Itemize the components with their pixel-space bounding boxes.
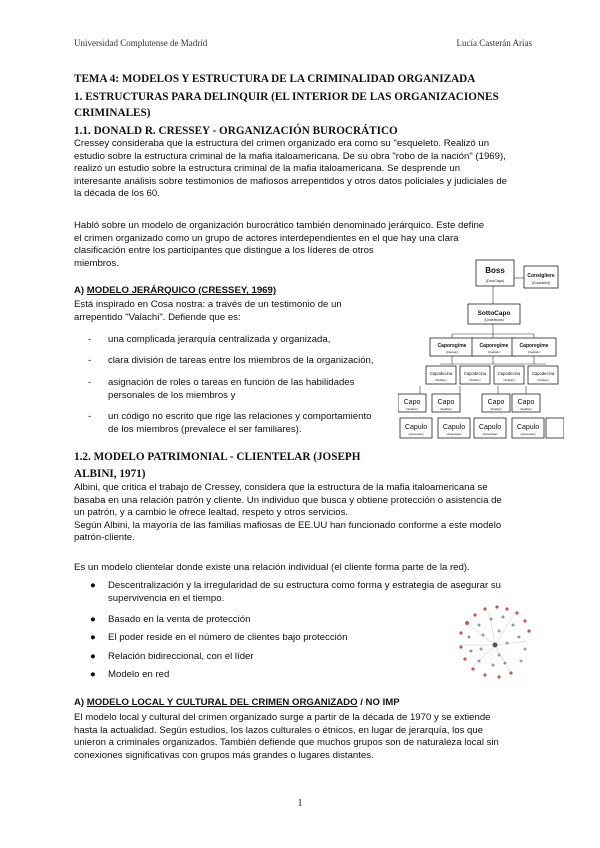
text-line: clasificación entre los participantes que distingue a los líderes de otros	[74, 245, 374, 256]
capodecina-label: Capodecina	[497, 371, 521, 376]
dash-marker: -	[88, 355, 92, 366]
text-line: arrepentido "Valachi". Defiende que es:	[74, 311, 241, 323]
text-line: estudio sobre la estructura criminal de la mafia italoamericana. De su obra "robo de la nación" (1969),	[74, 150, 506, 162]
subsection-1-2-title: 1.2. MODELO PATRIMONIAL - CLIENTELAR (JOSEPH	[74, 451, 361, 463]
clientelar-item: Descentralización y la irregularidad de su estructura como forma y estrategia de asegurar su supervivencia en el tiempo.	[108, 580, 502, 604]
clientelar-item: Modelo en red	[108, 669, 170, 680]
text-line: Está inspirado en Cosa nostra: a través de un testimonio de un	[74, 299, 342, 310]
capodecina-sub-label: (Soldier)	[503, 378, 515, 382]
capodecina-label: Capodecina	[463, 371, 487, 376]
caporegime-sub-label: (Captain)	[445, 350, 459, 354]
sottocapo-label: SottoCapo	[477, 310, 511, 317]
page-number: 1	[297, 798, 303, 809]
header-university: Universidad Complutense de Madrid	[74, 38, 208, 48]
text-line: hasta la actualidad. Según estudios, los lazos culturales o étnicos, en lugar de jerarquía, los que	[74, 724, 484, 736]
boss-sub-label: (Don/Capo)	[485, 279, 505, 283]
jerarquico-item: clara división de tareas entre los miembros de la organización,	[108, 355, 374, 366]
capo-sub-label: (Soldier)	[490, 407, 502, 411]
consigliere-label: Consigliere	[527, 273, 555, 279]
capulo-label: Capulo	[404, 424, 428, 431]
consigliere-sub-label: (Counselor)	[531, 281, 551, 285]
tema-title: TEMA 4: MODELOS Y ESTRUCTURA DE LA CRIMINALIDAD ORGANIZADA	[74, 73, 476, 85]
clientelar-item: El poder reside en el número de clientes bajo protección	[108, 632, 348, 643]
capo-label: Capo	[487, 399, 505, 406]
text-line: patrón-cliente.	[74, 532, 135, 543]
text-line: Habló sobre un modelo de organización burocrático también denominado jerárquico. Este define	[74, 220, 485, 231]
bullet-marker: ●	[90, 580, 96, 591]
dash-marker: -	[88, 377, 92, 388]
caporegime-sub-label: (Captain)	[487, 350, 501, 354]
text-line: interesante análisis sobre testimonios de mafiosos arrepentidos y otros datos policiales y judiciales de	[74, 175, 508, 187]
capo-label: Capo	[517, 399, 535, 406]
caporegime-label: Caporegime	[479, 343, 509, 349]
boss-label: Boss	[485, 266, 505, 275]
subsection-1-1-title: 1.1. DONALD R. CRESSEY - ORGANIZACIÓN BUROCRÁTICO	[74, 125, 398, 137]
bullet-marker: ●	[90, 614, 96, 625]
text-line: unieron a criminales organizados. También defiende que muchos grupos son de naturaleza local sin	[74, 737, 499, 748]
text-line: El modelo local y cultural del crimen organizado surge a partir de la década de 1970 y se extiende	[74, 712, 491, 723]
capo-sub-label: (Soldier)	[440, 407, 452, 411]
clientelar-item: Relación bidireccional, con el líder	[108, 651, 254, 662]
jerarquico-item: un código no escrito que rige las relaciones y comportamiento de los miembros (prevalece el ser familiares).	[108, 411, 372, 435]
capo-sub-label: (Soldier)	[520, 407, 532, 411]
clientelar-intro: Es un modelo clientelar donde existe una relación individual (el cliente forma parte de la red).	[74, 562, 470, 573]
modelo-local-paragraph	[74, 712, 532, 762]
caporegime-sub-label: (Captain)	[527, 350, 541, 354]
capo-label: Capo	[403, 399, 421, 406]
text-line: Albini, que critica el trabajo de Cressey, considera que la estructura de la mafia italoamericana se	[74, 482, 488, 493]
capodecina-label: Capodecina	[429, 371, 453, 376]
subsection-1-2-title-cont: ALBINI, 1971)	[74, 468, 146, 480]
org-chart-diagram	[398, 258, 564, 444]
dash-marker: -	[88, 411, 92, 422]
capulo-label: Capulo	[478, 424, 502, 431]
capodecina-sub-label: (Soldier)	[537, 378, 549, 382]
modelo-local-suffix: / NO IMP	[357, 697, 400, 708]
jerarquico-item: asignación de roles o tareas en función de las habilidades personales de los miembros y	[108, 377, 355, 401]
text-line: la década de los 60.	[74, 188, 160, 199]
capodecina-label: Capodecina	[531, 371, 555, 376]
modelo-local-heading: A) MODELO LOCAL Y CULTURAL DEL CRIMEN ORGANIZADO / NO IMP	[74, 697, 400, 708]
bullet-marker: ●	[90, 632, 96, 643]
capodecina-sub-label: (Soldier)	[435, 378, 447, 382]
capulo-sub-label: (Associate)	[520, 432, 536, 436]
caporegime-label: Caporegime	[519, 343, 549, 349]
capulo-sub-label: (Associate)	[408, 432, 424, 436]
capulo-sub-label: (Associate)	[482, 432, 498, 436]
text-line: el crimen organizado como un grupo de actores interdependientes en el que hay una clara	[74, 232, 459, 244]
modelo-jerarquico-heading: A) MODELO JERÁRQUICO (CRESSEY, 1969)	[74, 285, 277, 296]
dash-marker: -	[88, 334, 92, 345]
capulo-sub-label: (Associate)	[446, 432, 462, 436]
modelo-jerarquico-intro	[74, 299, 394, 324]
modelo-jerarquico-title: MODELO JERÁRQUICO (CRESSEY, 1969)	[86, 285, 277, 296]
text-line: basaba en una relación patrón y cliente. Un individuo que busca y obtiene protección o asistencia de	[74, 494, 502, 506]
clientelar-item: Basado en la venta de protección	[108, 614, 251, 625]
caporegime-label: Caporegime	[437, 343, 467, 349]
section1-title: 1. ESTRUCTURAS PARA DELINQUIR (EL INTERIOR DE LAS ORGANIZACIONES	[74, 91, 499, 103]
text-line: un patrón, y a cambio le ofrece lealtad, respeto y otros servicios.	[74, 507, 349, 518]
modelo-local-title: MODELO LOCAL Y CULTURAL DEL CRIMEN ORGANIZADO	[86, 697, 358, 708]
cressey-paragraph	[74, 138, 532, 201]
text-line: realizó un estudio sobre la estructura criminal de la mafia italoamericana. Se desprende un	[74, 163, 461, 174]
text-line: conexiones significativas con grupos más grandes o lugares distantes.	[74, 749, 374, 761]
text-line: Cressey consideraba que la estructura del crimen organizado era como su "esqueleto. Realizó un	[74, 138, 490, 149]
text-line: miembros.	[74, 257, 119, 269]
capo-label: Capo	[437, 399, 455, 406]
albini-paragraph	[74, 482, 532, 545]
bullet-marker: ●	[90, 669, 96, 680]
capo-sub-label: (Soldier)	[406, 407, 418, 411]
bullet-marker: ●	[90, 651, 96, 662]
capulo-label: Capulo	[516, 424, 540, 431]
jerarquico-item: una complicada jerarquía centralizada y organizada,	[108, 334, 331, 345]
network-graph-image	[455, 603, 535, 685]
header-author: Lucía Casterán Arias	[456, 38, 532, 48]
sottocapo-sub-label: (Underboss)	[484, 318, 504, 322]
capodecina-sub-label: (Soldier)	[469, 378, 481, 382]
capulo-label: Capulo	[442, 424, 466, 431]
section1-title-cont: CRIMINALES)	[74, 107, 151, 119]
text-line: Según Albini, la mayoría de las familias mafiosas de EE.UU han funcionado conforme a este modelo	[74, 519, 502, 531]
